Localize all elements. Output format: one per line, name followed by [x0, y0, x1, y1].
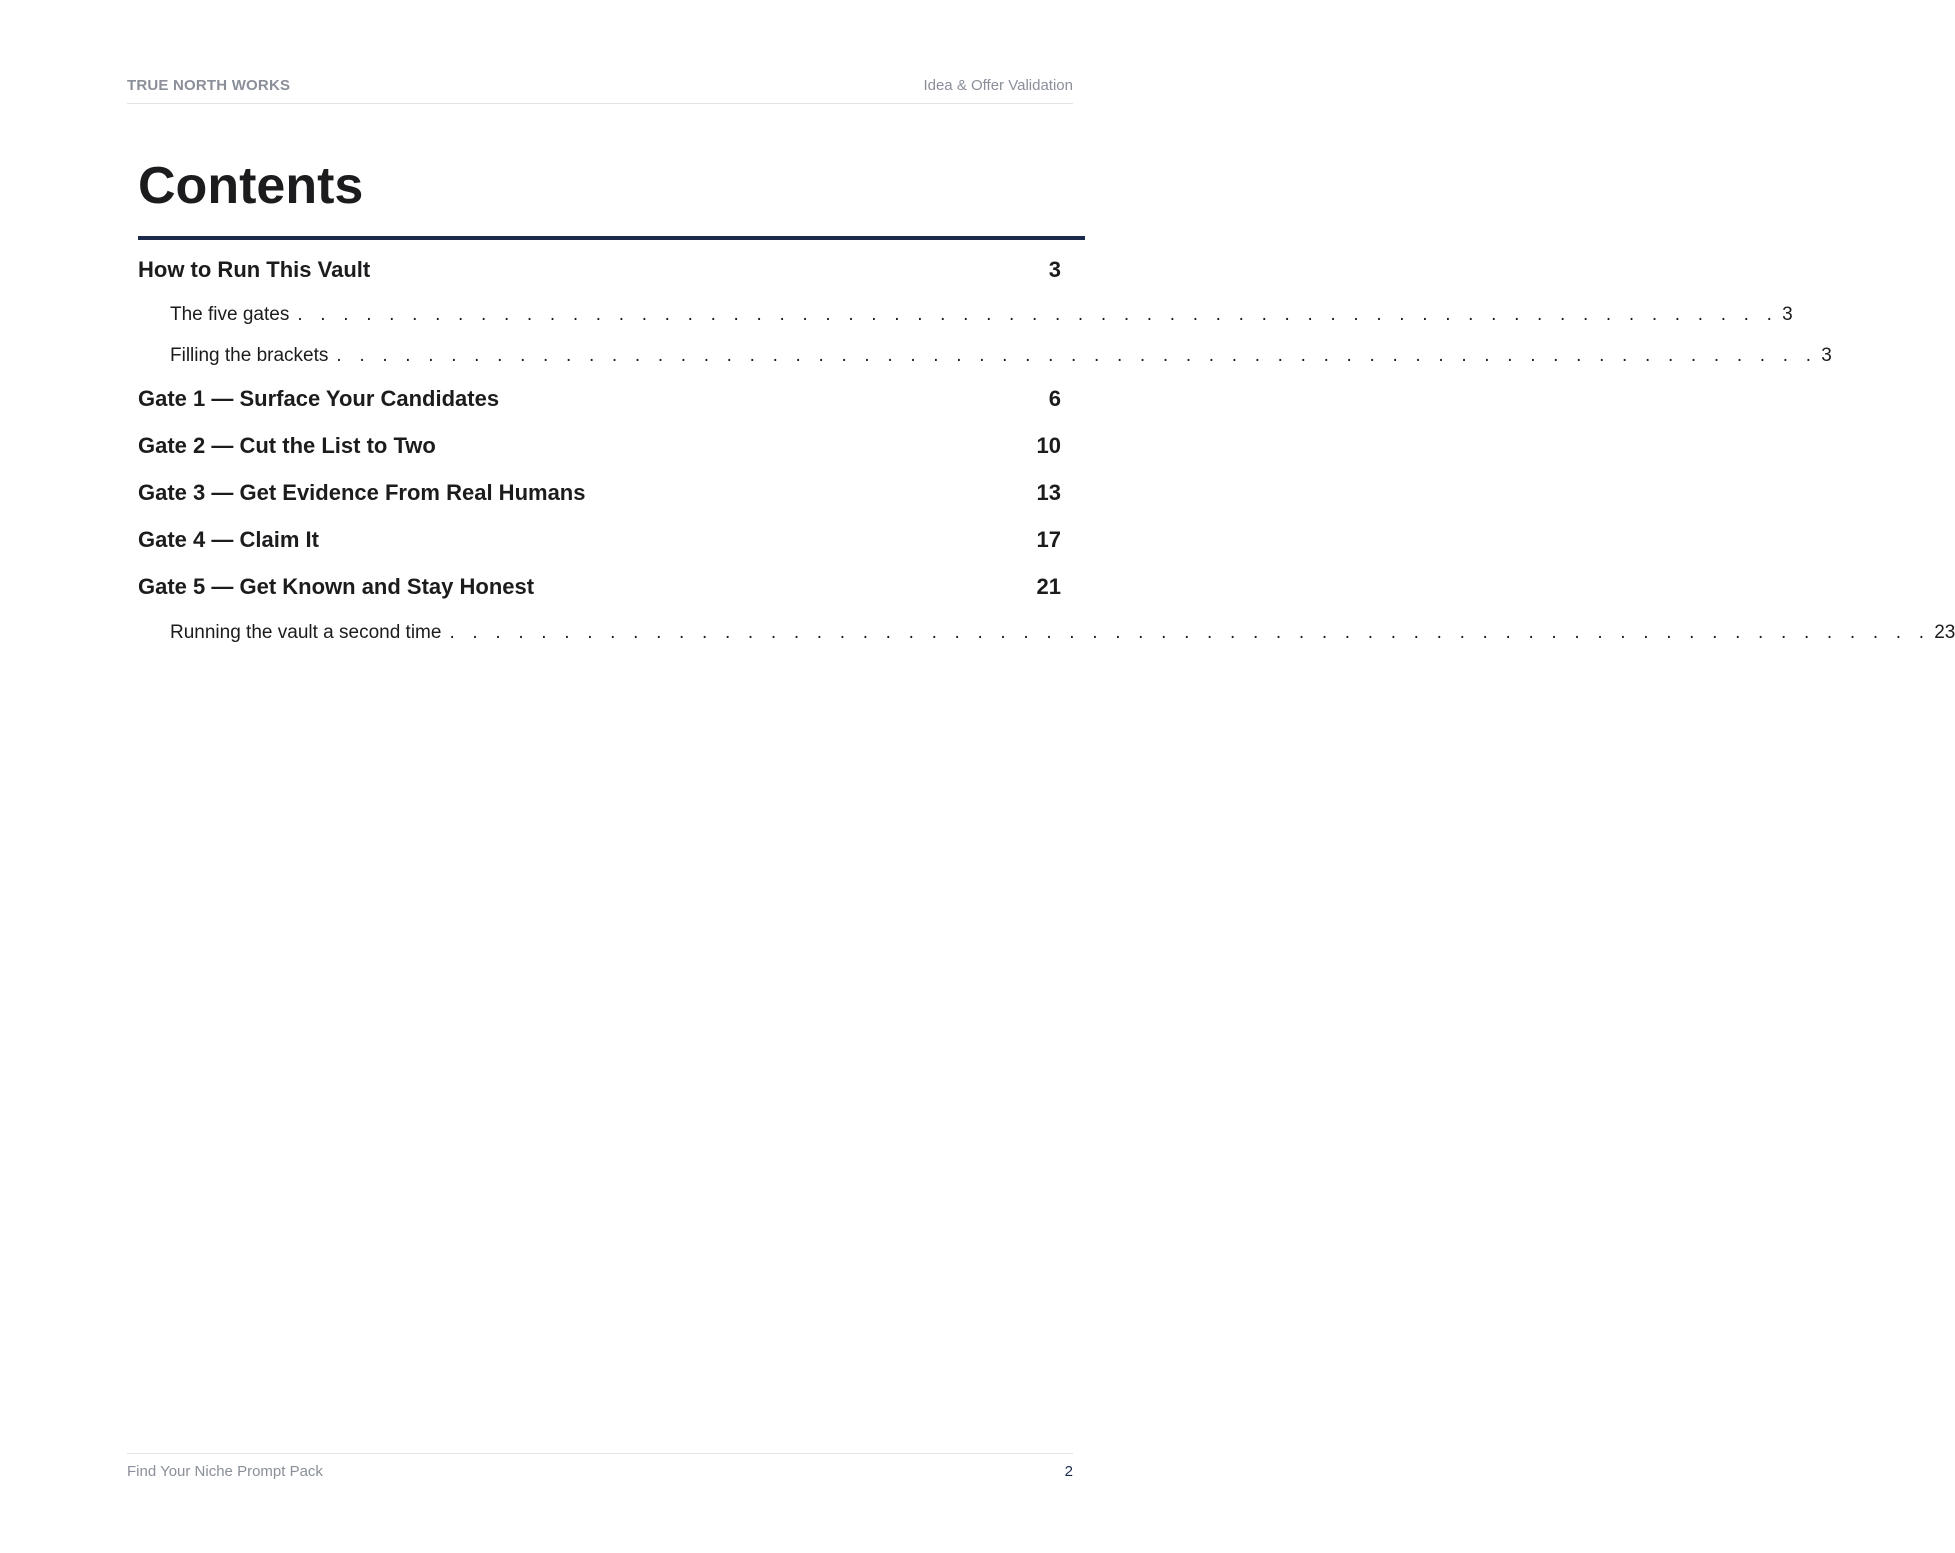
toc-entry-page: 13	[1036, 480, 1061, 505]
toc-entry-title: Gate 5 — Get Known and Stay Honest	[138, 574, 535, 599]
toc-entry-chapter[interactable]	[138, 479, 1061, 507]
toc-entry-title: The five gates	[170, 304, 290, 325]
toc-entry-title: Running the vault a second time	[170, 622, 442, 643]
running-header	[127, 77, 1073, 104]
toc-entry-chapter[interactable]	[138, 432, 1061, 460]
toc-entry-section[interactable]	[138, 621, 1955, 645]
contents-heading: Contents	[138, 157, 364, 215]
running-footer	[127, 1453, 1073, 1481]
toc-entry-page: 3	[1782, 304, 1793, 325]
document-title: Idea & Offer Validation	[923, 77, 1073, 94]
dot-leader: . . . . . . . . . . . . . . . . . . . . . . . . . . . . . . . . . . . . . . . . . . . . . . . . . . . . . . . . . . . . . . . . .	[336, 345, 1818, 366]
toc-entry-title: Gate 4 — Claim It	[138, 527, 319, 552]
toc-entry-page: 23	[1934, 622, 1955, 643]
toc-entry-page: 21	[1036, 574, 1061, 599]
dot-leader: . . . . . . . . . . . . . . . . . . . . . . . . . . . . . . . . . . . . . . . . . . . . . . . . . . . . . . . . . . . . . . . . .	[449, 622, 1931, 643]
toc-entry-title: Gate 1 — Surface Your Candidates	[138, 386, 500, 411]
toc-entry-title: Gate 2 — Cut the List to Two	[138, 433, 436, 458]
toc-entry-section[interactable]	[138, 344, 1832, 368]
toc-entry-chapter[interactable]	[138, 385, 1061, 413]
toc-entry-title: Gate 3 — Get Evidence From Real Humans	[138, 480, 586, 505]
toc-entry-page: 3	[1821, 345, 1832, 366]
toc-entry-chapter[interactable]	[138, 573, 1061, 601]
dot-leader: . . . . . . . . . . . . . . . . . . . . . . . . . . . . . . . . . . . . . . . . . . . . . . . . . . . . . . . . . . . . . . . . .	[297, 304, 1779, 325]
toc-entry-chapter[interactable]	[138, 526, 1061, 554]
toc-entry-page: 10	[1036, 433, 1061, 458]
toc-entry-page: 17	[1036, 527, 1061, 552]
toc-entry-title: How to Run This Vault	[138, 257, 371, 282]
brand-name: TRUE NORTH WORKS	[127, 77, 291, 94]
footer-pack-title: Find Your Niche Prompt Pack	[127, 1463, 323, 1480]
heading-rule	[138, 236, 1085, 240]
toc-entry-section[interactable]	[138, 303, 1793, 327]
page-number: 2	[1064, 1463, 1073, 1480]
toc-entry-page: 3	[1048, 257, 1061, 282]
toc-entry-chapter[interactable]	[138, 256, 1061, 284]
toc-entry-page: 6	[1048, 386, 1061, 411]
toc-entry-title: Filling the brackets	[170, 345, 329, 366]
